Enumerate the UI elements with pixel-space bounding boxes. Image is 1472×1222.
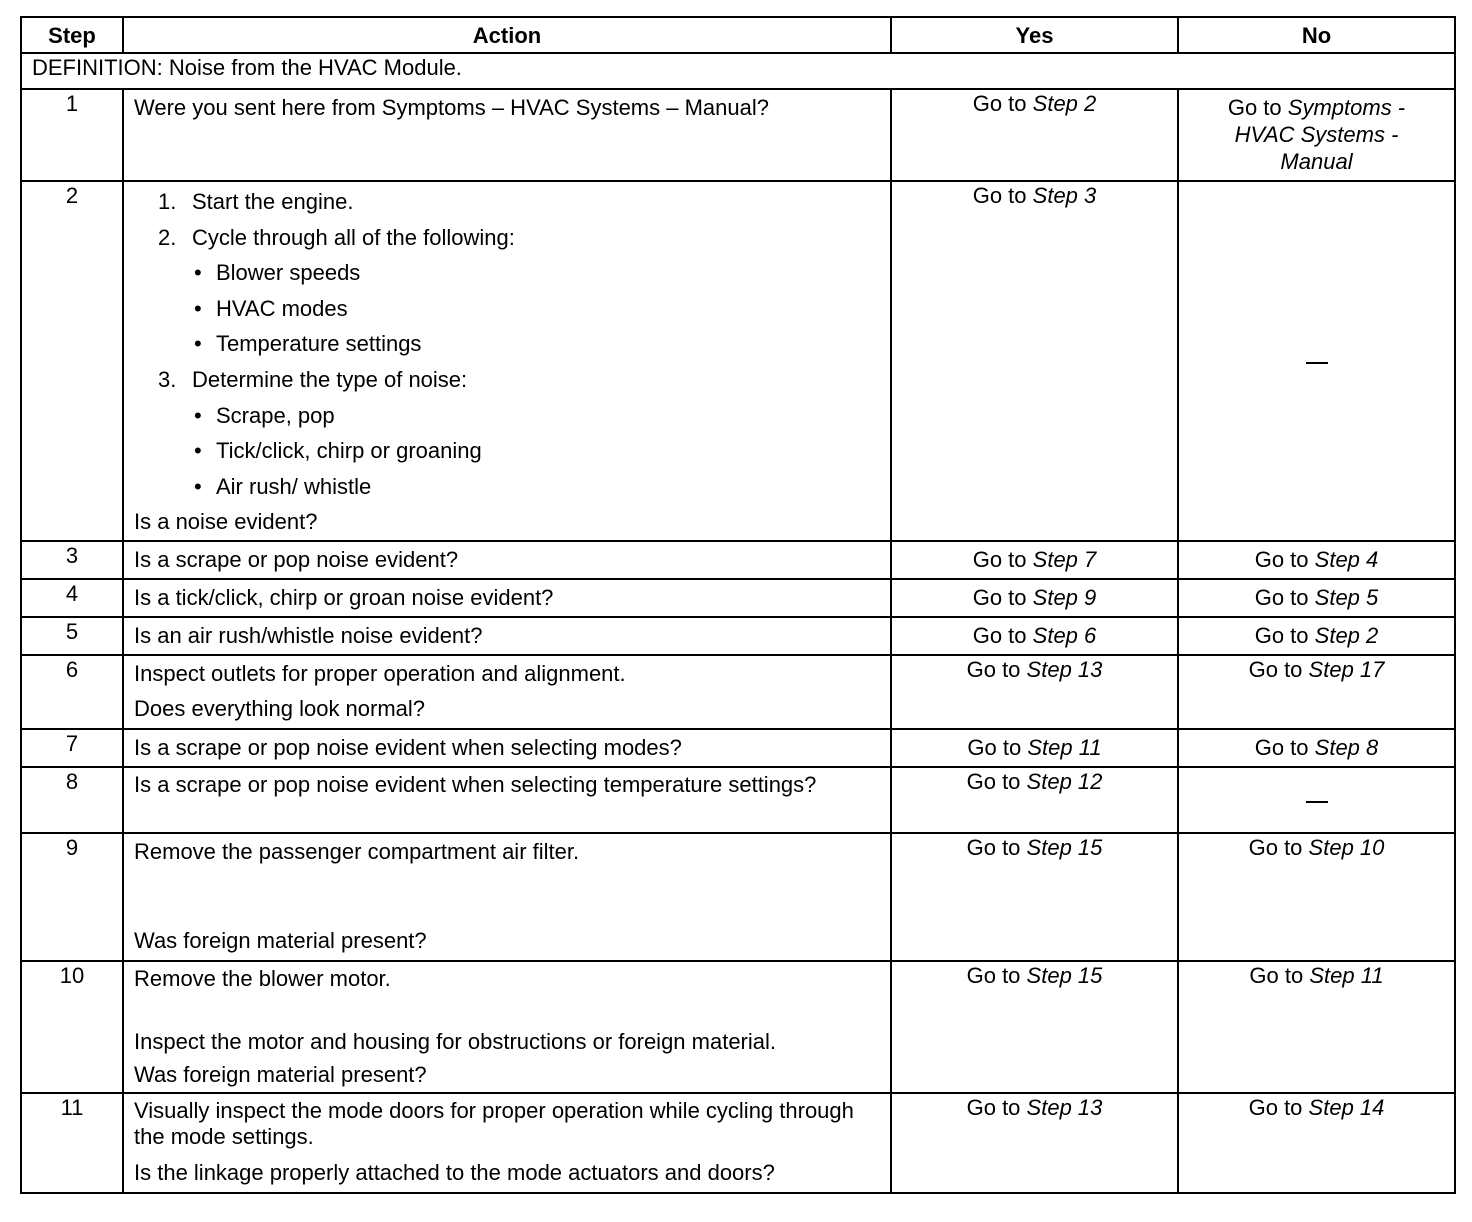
table-row-step-7 [21, 729, 1455, 767]
action-question: Is a noise evident? [134, 509, 318, 535]
table-row-step-4 [21, 579, 1455, 617]
yes-cell: Go to Step 7 [891, 541, 1178, 579]
action-line: Remove the blower motor. [134, 965, 391, 991]
no-target: Step 2 [1314, 623, 1379, 649]
action-question: Were you sent here from Symptoms – HVAC Systems – Manual? [134, 95, 769, 120]
action-question: Is an air rush/whistle noise evident? [123, 617, 891, 655]
step-number: 4 [21, 579, 123, 617]
no-cell: Go to Step 11 [1178, 961, 1455, 1093]
step-number: 1 [21, 89, 123, 181]
action-question: Is a scrape or pop noise evident when selecting temperature settings? [134, 771, 817, 797]
action-cell [123, 1093, 891, 1193]
table-row-step-5 [21, 617, 1455, 655]
yes-target: Step 12 [1026, 768, 1103, 794]
step-number: 6 [21, 655, 123, 729]
action-line: Remove the passenger compartment air filter. [134, 838, 580, 864]
header-step: Step [21, 17, 123, 53]
no-cell [1178, 767, 1455, 833]
action-cell [123, 89, 891, 181]
no-cell: Go to Step 5 [1178, 579, 1455, 617]
yes-target: Step 3 [1032, 183, 1097, 208]
yes-target: Step 15 [1026, 834, 1103, 860]
bullet-item: • Tick/click, chirp or groaning [134, 433, 880, 469]
yes-cell: Go to Step 11 [891, 729, 1178, 767]
table-row-step-6 [21, 655, 1455, 729]
no-target: Step 5 [1314, 585, 1379, 611]
goto-prefix: Go to [972, 91, 1027, 116]
bullet-icon: • [194, 473, 202, 499]
definition-text: DEFINITION: Noise from the HVAC Module. [21, 53, 1455, 89]
header-row [21, 17, 1455, 53]
yes-cell: Go to Step 13 [891, 655, 1178, 729]
bullet-item: • HVAC modes [134, 291, 880, 327]
diagnostic-table [20, 16, 1456, 1194]
step-number: 5 [21, 617, 123, 655]
step-number: 9 [21, 833, 123, 961]
bullet-icon: • [194, 438, 202, 464]
no-target: Step 14 [1308, 1094, 1385, 1120]
step-number: 11 [21, 1093, 123, 1193]
no-target: Step 8 [1314, 735, 1379, 761]
action-question: Was foreign material present? [134, 927, 427, 953]
no-target-line3: Manual [1280, 149, 1353, 174]
yes-cell [891, 89, 1178, 181]
table-row-step-11 [21, 1093, 1455, 1193]
bullet-item: • Blower speeds [134, 255, 880, 291]
not-applicable-dash [1306, 801, 1328, 803]
header-yes: Yes [891, 17, 1178, 53]
action-cell [123, 961, 891, 1093]
yes-cell: Go to Step 12 [891, 767, 1178, 833]
yes-target: Step 13 [1026, 656, 1103, 682]
list-item: 2. Cycle through all of the following: [158, 224, 515, 250]
step-number: 7 [21, 729, 123, 767]
action-question: Does everything look normal? [134, 695, 426, 721]
action-cell [123, 833, 891, 961]
bullet-icon: • [194, 260, 202, 286]
action-cell [123, 655, 891, 729]
definition-row [21, 53, 1455, 89]
yes-target: Step 11 [1027, 735, 1102, 761]
table-row-step-2 [21, 181, 1455, 541]
yes-cell: Go to Step 13 [891, 1093, 1178, 1193]
no-cell [1178, 181, 1455, 541]
bullet-item: • Air rush/ whistle [134, 469, 880, 505]
no-target: Step 10 [1308, 834, 1385, 860]
yes-target: Step 13 [1026, 1094, 1103, 1120]
yes-target: Step 7 [1032, 547, 1097, 573]
bullet-icon: • [194, 402, 202, 428]
action-line: Inspect outlets for proper operation and alignment. [134, 660, 626, 686]
action-question: Is the linkage properly attached to the mode actuators and doors? [134, 1159, 775, 1185]
no-prefix: Go to [1227, 95, 1282, 120]
no-target-line2: HVAC Systems - [1234, 122, 1399, 147]
table-row-step-3 [21, 541, 1455, 579]
action-line: Visually inspect the mode doors for proper operation while cycling through the mode settings. [134, 1097, 854, 1149]
no-target: Step 11 [1309, 962, 1384, 988]
header-action: Action [123, 17, 891, 53]
yes-target: Step 15 [1026, 962, 1103, 988]
no-target: Step 17 [1308, 656, 1385, 682]
action-question: Is a scrape or pop noise evident? [123, 541, 891, 579]
yes-cell: Go to Step 9 [891, 579, 1178, 617]
action-line: Inspect the motor and housing for obstructions or foreign material. [134, 1028, 777, 1054]
yes-cell: Go to Step 6 [891, 617, 1178, 655]
yes-target: Step 9 [1032, 585, 1097, 611]
bullet-icon: • [194, 295, 202, 321]
no-target: Step 4 [1314, 547, 1379, 573]
yes-target: Step 2 [1032, 91, 1097, 116]
no-cell: Go to Step 14 [1178, 1093, 1455, 1193]
step-number: 3 [21, 541, 123, 579]
list-item: 1. Start the engine. [158, 189, 354, 214]
bullet-icon: • [194, 331, 202, 357]
step-number: 10 [21, 961, 123, 1093]
yes-cell: Go to Step 15 [891, 961, 1178, 1093]
table-row-step-8 [21, 767, 1455, 833]
no-cell: Go to Step 4 [1178, 541, 1455, 579]
yes-cell [891, 181, 1178, 541]
header-no: No [1178, 17, 1455, 53]
bullet-item: • Temperature settings [134, 326, 880, 362]
yes-target: Step 6 [1032, 623, 1097, 649]
list-item: 3. Determine the type of noise: [158, 366, 468, 392]
no-cell [1178, 89, 1455, 181]
step-number: 8 [21, 767, 123, 833]
no-cell: Go to Step 10 [1178, 833, 1455, 961]
no-cell: Go to Step 8 [1178, 729, 1455, 767]
not-applicable-dash [1306, 362, 1328, 364]
step-number: 2 [21, 181, 123, 541]
bullet-item: • Scrape, pop [134, 398, 880, 434]
goto-prefix: Go to [972, 183, 1027, 208]
action-question: Was foreign material present? [134, 1061, 427, 1087]
table-row-step-1 [21, 89, 1455, 181]
no-cell: Go to Step 2 [1178, 617, 1455, 655]
action-cell [123, 181, 891, 541]
yes-cell: Go to Step 15 [891, 833, 1178, 961]
table-row-step-9 [21, 833, 1455, 961]
no-cell: Go to Step 17 [1178, 655, 1455, 729]
table-row-step-10 [21, 961, 1455, 1093]
no-target-line1: Symptoms - [1287, 95, 1406, 120]
action-question: Is a tick/click, chirp or groan noise evident? [123, 579, 891, 617]
action-question: Is a scrape or pop noise evident when selecting modes? [123, 729, 891, 767]
action-cell [123, 767, 891, 833]
